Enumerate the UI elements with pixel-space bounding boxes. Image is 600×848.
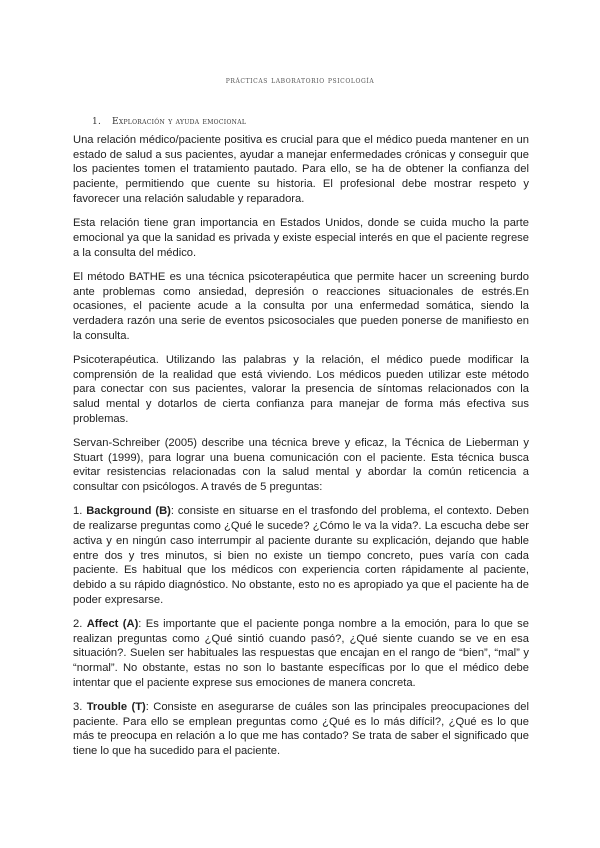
item-term: Affect (A): [86, 617, 139, 630]
document-body: [73, 133, 529, 768]
paragraph: Servan-Schreiber (2005) describe una técnica breve y eficaz, la Técnica de Lieberman y Stuart (1999), para lograr una buena comunicación con el paciente. Esta técnica busca evitar resistencias relacionadas con la salud mental y abordar la común reticencia a consultar con psicólogos. A través de 5 preguntas:: [73, 437, 529, 494]
item-prefix: 1.: [73, 505, 87, 518]
paragraph: Psicoterapéutica. Utilizando las palabras y la relación, el médico puede modificar la comprensión de la realidad que está viviendo. Los médicos pueden utilizar este método para conectar con sus pacientes, valorar la presencia de síntomas relacionados con la salud mental y dotarlos de cierta confianza para manejar de forma más efectiva sus problemas.: [73, 353, 529, 425]
paragraph: Una relación médico/paciente positiva es crucial para que el médico pueda mantener en un estado de salud a sus pacientes, ayudar a manejar enfermedades crónicas y conseguir que los pacientes tomen el tratamiento pautado. Para ello, se ha de obtener la confianza del paciente, permitiendo que cuente su historia. El profesional debe mostrar respeto y favorecer una relación saludable y reparadora.: [73, 134, 529, 205]
section-heading: [92, 117, 246, 127]
item-text: : Consiste en asegurarse de cuáles son las principales preocupaciones del paciente. Para ello se emplean preguntas como ¿Qué es lo más difícil?, ¿Qué es lo que más te preocupa en relación a lo que me has contado? Se trata de saber el significado que tiene lo que ha sucedido para el paciente.: [73, 701, 529, 758]
item-term: Trouble (T): [86, 701, 146, 714]
paragraph: El método BATHE es una técnica psicoterapéutica que permite hacer un screening burdo ante problemas como ansiedad, depresión o reacciones situacionales de estrés.En ocasiones, el paciente acude a la consulta por una enfermedad somática, siendo la verdadera razón una serie de eventos psicosociales que pueden ponerse de manifiesto en la consulta.: [73, 270, 529, 342]
item-prefix: 3.: [73, 701, 87, 714]
list-item-affect: [73, 617, 529, 691]
item-text: : consiste en situarse en el trasfondo del problema, el contexto. Deben de realizarse preguntas como ¿Qué le sucede? ¿Cómo le va la vida?. La escucha debe ser activa y en ningún caso interrumpir al paciente durante su explicación, dejando que hable entre dos y tres minutos, si bien no existe un tiempo concreto, pues varía con cada paciente. Es habitual que los médicos con experiencia corten rápidamente al paciente, debido a su rápido diagnóstico. No obstante, esto no es apropiado ya que el paciente ha de poder expresarse.: [73, 505, 529, 606]
page-header: prácticas laboratorio psicología: [225, 76, 375, 85]
list-item-background: [73, 504, 529, 607]
item-term: Background (B): [86, 505, 171, 518]
section-title: Exploración y ayuda emocional: [112, 117, 247, 127]
item-prefix: 2.: [73, 617, 87, 630]
paragraph: Esta relación tiene gran importancia en Estados Unidos, donde se cuida mucho la parte emocional ya que la sanidad es privada y existe especial interés en que el paciente regrese a la consulta del médico.: [73, 217, 529, 259]
list-item-trouble: [73, 700, 529, 759]
section-number: 1.: [92, 117, 102, 127]
item-text: : Es importante que el paciente ponga nombre a la emoción, para lo que se realizan preguntas como ¿Qué sintió cuando pasó?, ¿Qué siente cuando se ve en esa situación?. Suelen ser habituales las respuestas que encajan en el rango de “bien”, “mal” y “normal”. No obstante, estas no son lo bastante específicas por lo que el médico debe intentar que el paciente exprese sus emociones de manera concreta.: [73, 617, 529, 689]
